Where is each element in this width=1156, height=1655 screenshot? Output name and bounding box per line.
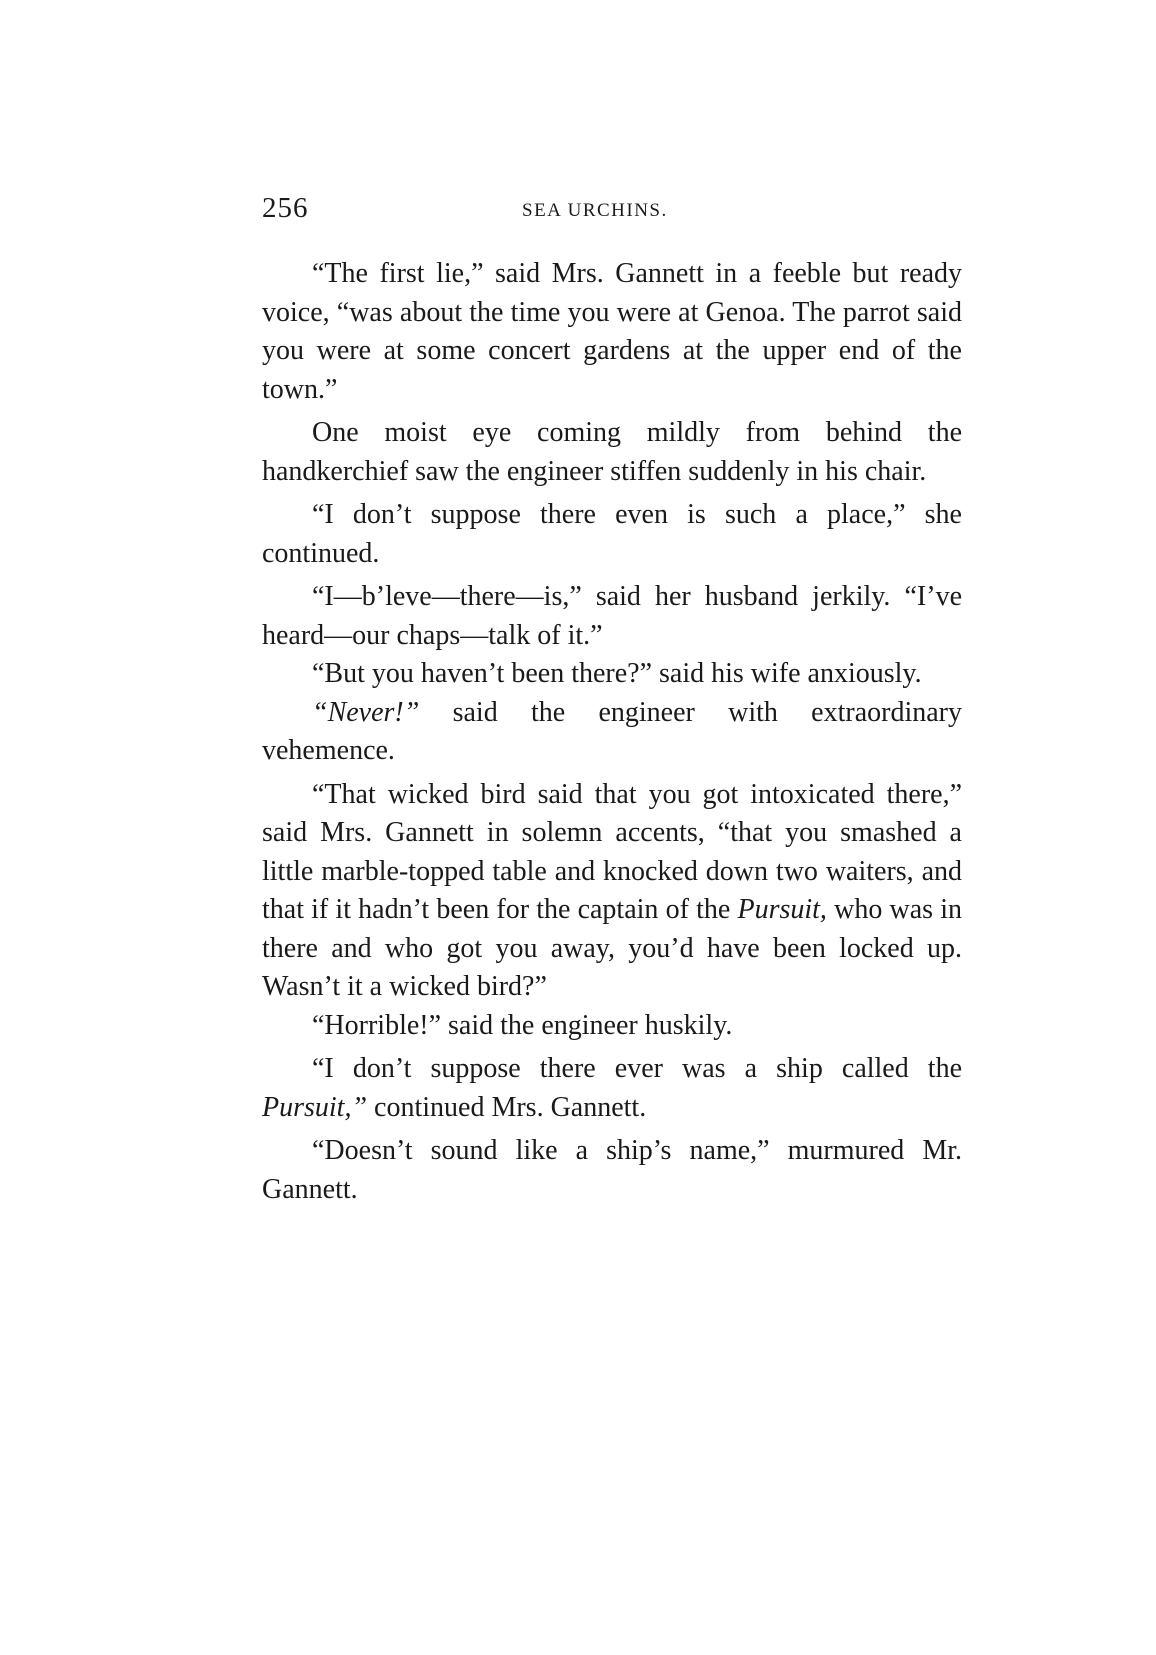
running-title: SEA URCHINS. [522, 200, 668, 221]
paragraph-5: “But you haven’t been there?” said his wife anxiously. [312, 658, 922, 689]
paragraph-2: One moist eye coming mildly from behind the handkerchief saw the engineer stiffen suddenly in his chair. [262, 417, 962, 487]
page-number: 256 [262, 192, 309, 224]
paragraph-1: “The first lie,” said Mrs. Gannett in a feeble but ready voice, “was about the time you were at Genoa. The parrot said you were at some concert gardens at the upper end of the town.” [262, 258, 962, 405]
paragraph-9-after: continued Mrs. Gannett. [367, 1091, 647, 1123]
ship-name: Pursuit, [737, 894, 827, 925]
paragraph-7-before: “That wicked bird said that you got intoxicated there,” said Mrs. Gannett in solemn accents, “that you smashed a little marble-topped table and knocked down two waiters, and that if it hadn’t been for the captain of the [262, 778, 962, 925]
paragraph-10: “Doesn’t sound like a ship’s name,” murmured Mr. Gannett. [262, 1135, 962, 1205]
paragraph-7 [262, 776, 962, 1007]
paragraph-6 [262, 694, 962, 771]
paragraph-4: “I—b’leve—there—is,” said her husband jerkily. “I’ve heard—our chaps—talk of it.” [262, 581, 962, 651]
ship-name: Pursuit,” [262, 1091, 368, 1123]
body-text [262, 255, 962, 1209]
paragraph-3: “I don’t suppose there even is such a place,” she continued. [262, 499, 962, 569]
paragraph-8: “Horrible!” said the engineer huskily. [312, 1009, 733, 1041]
paragraph-9 [262, 1050, 962, 1127]
emphasis-never: “Never!” [312, 696, 420, 728]
paragraph-9-before: “I don’t suppose there ever was a ship called the [312, 1053, 962, 1084]
running-head [262, 192, 962, 232]
paragraph-7-after: who was in there and who got you away, you’d have been locked up. Wasn’t it a wicked bird?” [262, 894, 962, 1002]
paragraph-6-rest: said the engineer with extraordinary vehemence. [262, 696, 962, 766]
